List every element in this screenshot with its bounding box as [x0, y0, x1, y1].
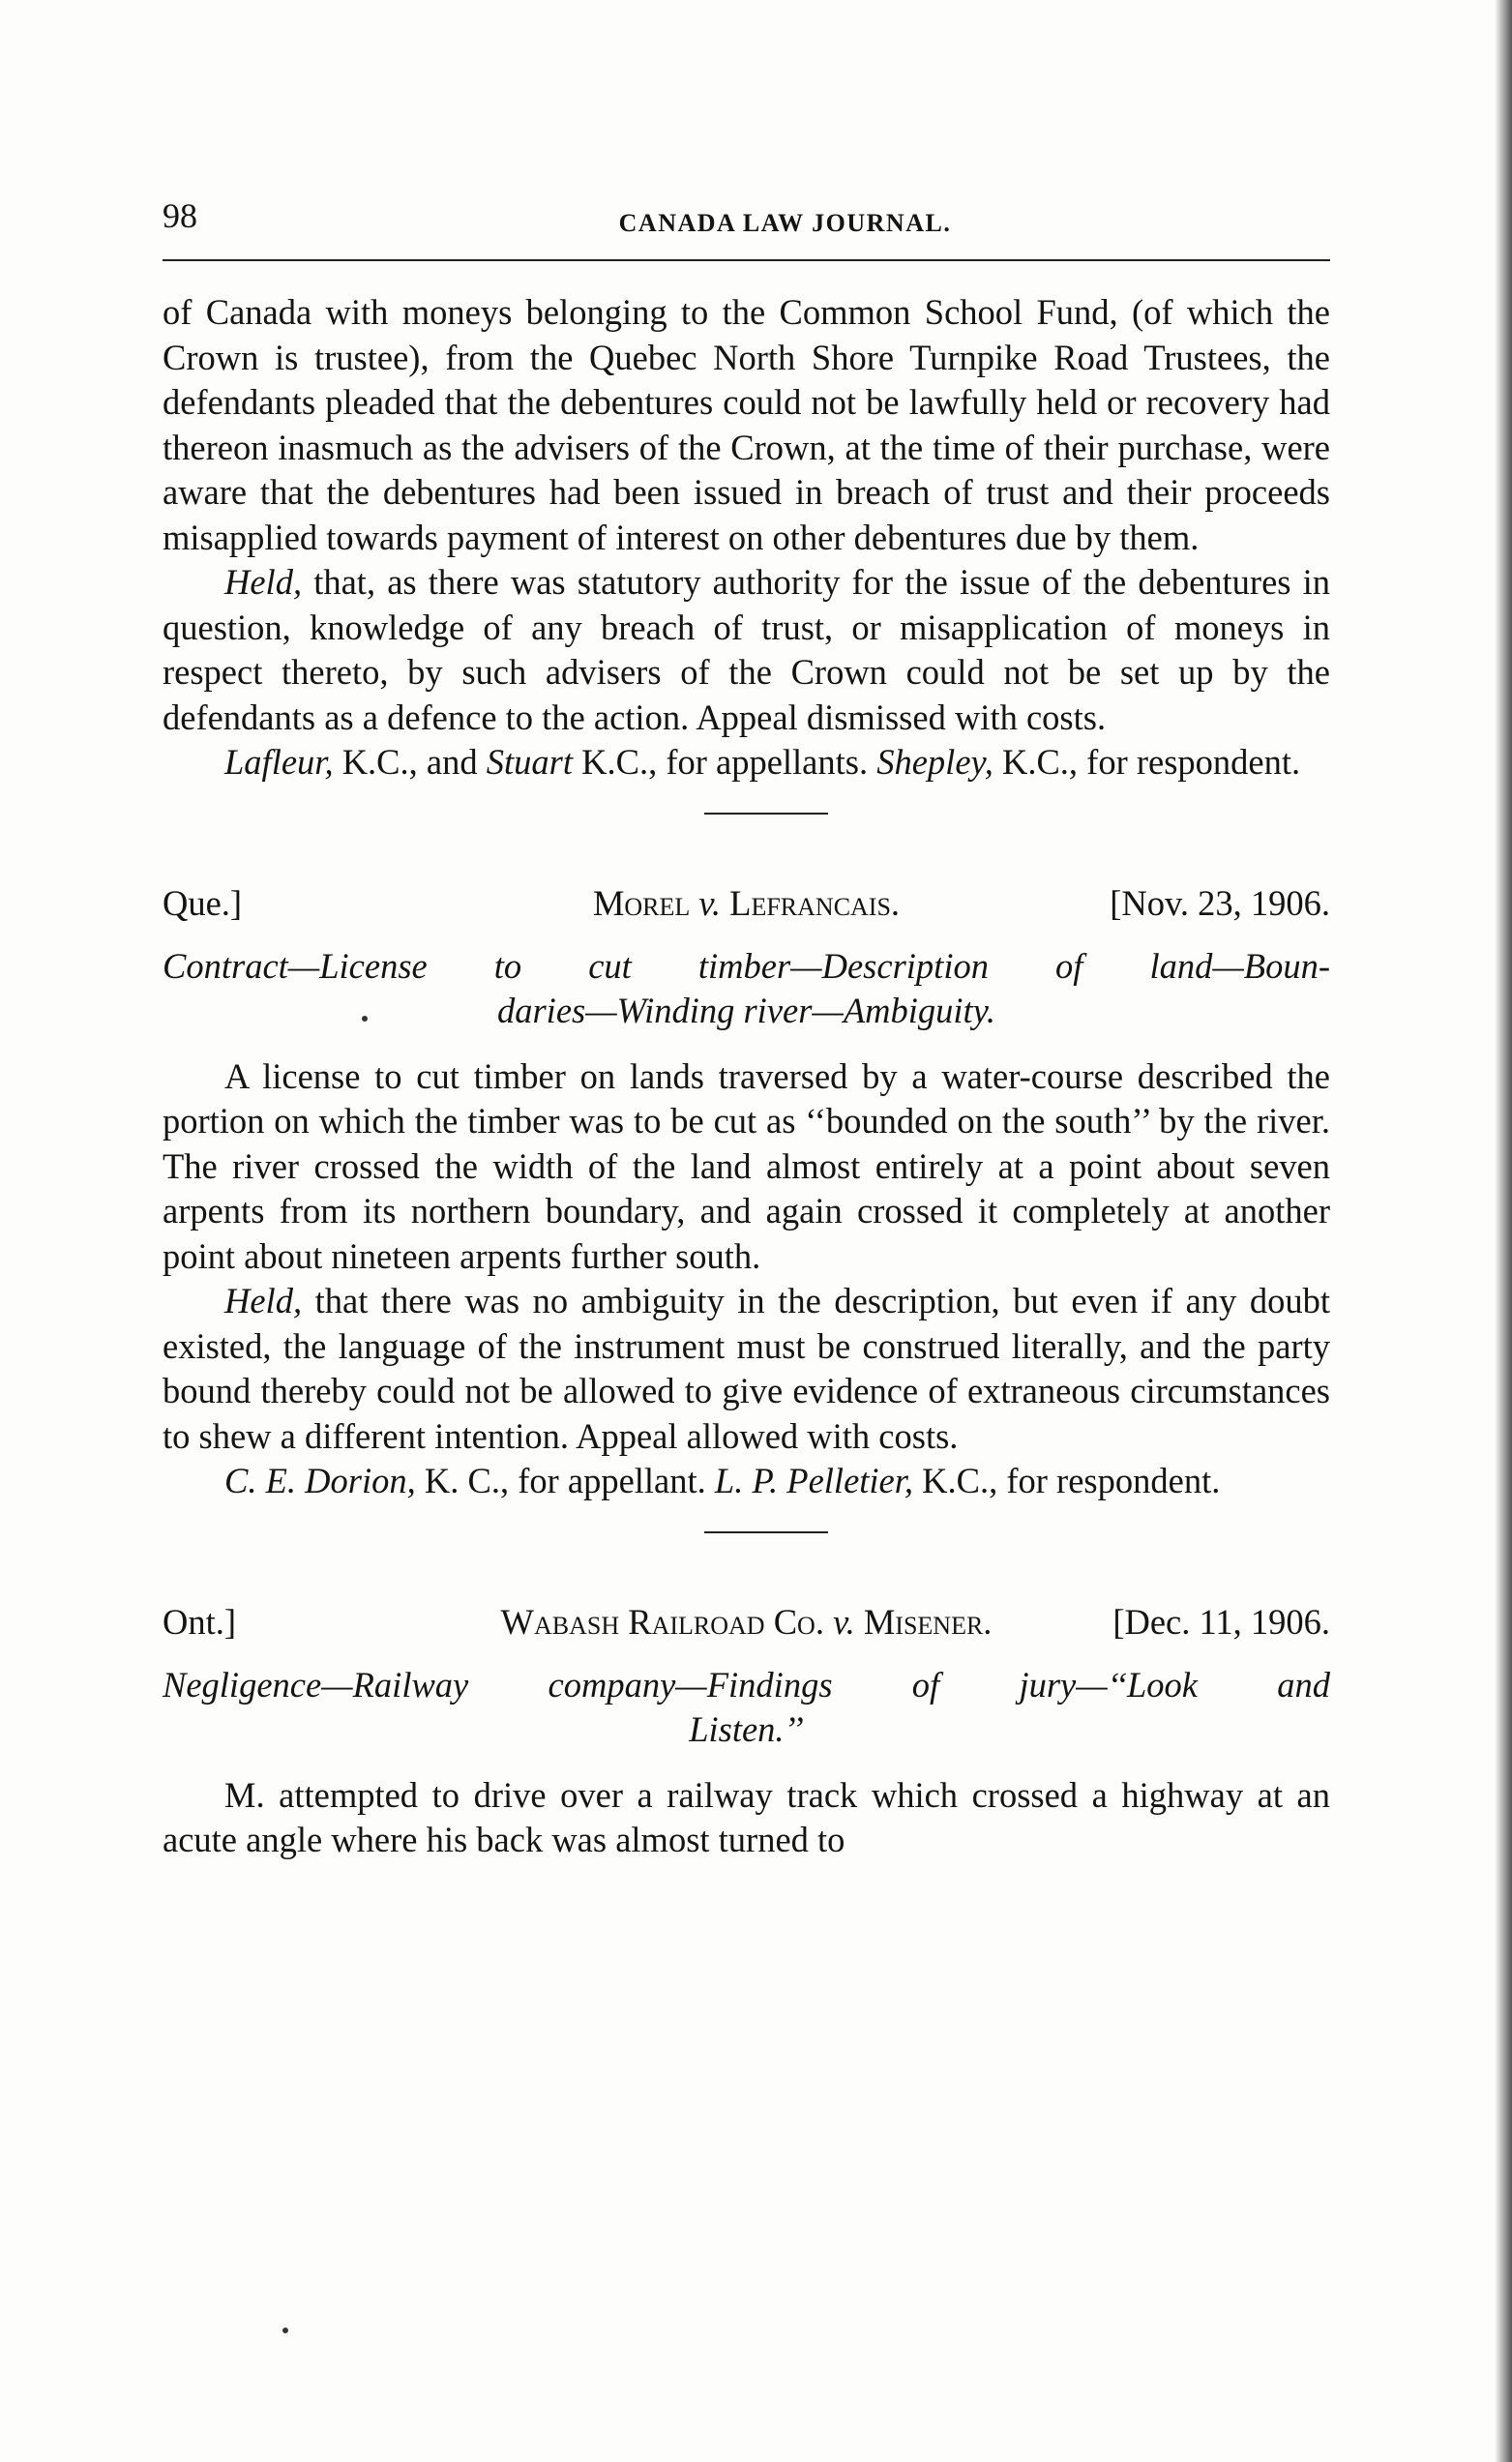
running-title: CANADA LAW JOURNAL. [618, 209, 952, 237]
header-rule [163, 259, 1330, 261]
case1-paragraph-2 [163, 560, 1330, 740]
journal-page [163, 184, 1330, 1863]
section-divider [704, 1531, 828, 1533]
counsel-text: K.C., for respondent. [913, 1461, 1221, 1500]
versus: v. [698, 882, 722, 923]
counsel-name: C. E. Dorion, [224, 1461, 416, 1500]
case3-paragraph-1: M. attempted to drive over a railway track which crossed a highway at an acute angle where his back was almost turned to [163, 1774, 1330, 1859]
case2-holding-text: that there was no ambiguity in the description, but even if any doubt existed, the language of the instrument must be construed literally, and the party bound thereby could not be allowed to give evidence of extraneous circumstances to shew a different intention. Appeal allowed with costs. [163, 1281, 1330, 1456]
section-divider [704, 813, 828, 815]
case3-heading [163, 1601, 1330, 1646]
case2-paragraph-1: A license to cut timber on lands traversed by a water-course described the portion on which the timber was to be cut as ‘‘bounded on the south’’ by the river. The river crossed the width of the land almost entirely at a point about seven arpents from its northern boundary, and again crossed it completely at another point about nineteen arpents further south. [163, 1055, 1330, 1276]
page-header [163, 184, 1330, 242]
case1-counsel [163, 740, 1330, 786]
headnote-line: daries—Winding river—Ambiguity. [496, 990, 996, 1030]
counsel-name: Lafleur, [224, 742, 334, 782]
case2-counsel [163, 1459, 1330, 1504]
case-party: Morel [592, 882, 699, 923]
counsel-text: K.C., and [333, 742, 487, 782]
case-party: Misener. [854, 1601, 993, 1642]
case-date: [Nov. 23, 1906. [1110, 882, 1330, 923]
case1-holding-text: that, as there was statutory authority for the issue of the debentures in question, knowledge of any breach of trust, or misapplication of moneys in respect thereto, by such advisers of the Crown could not be set up by the defendants as a defence to the action. Appeal dismissed with costs. [163, 562, 1330, 737]
counsel-name: Shepley, [876, 742, 993, 782]
headnote-line: Contract—License to cut timber—Description of land—Boun- [163, 945, 1330, 986]
case1-paragraph-1: of Canada with moneys belonging to the Common School Fund, (of which the Crown is trustee), from the Quebec North Shore Turnpike Road Trustees, the defendants pleaded that the debentures could not be lawfully held or recovery had thereon inasmuch as the advisers of the Crown, at the time of their purchase, were aware that the debentures had been issued in breach of trust and their proceeds misapplied towards payment of interest on other debentures due by them. [163, 292, 1330, 557]
case2-paragraph-2 [163, 1279, 1330, 1459]
case-province: Que.] [163, 882, 243, 923]
counsel-name: Stuart [486, 742, 573, 782]
counsel-text: K. C., for appellant. [415, 1461, 715, 1500]
case-party: Wabash Railroad Co. [500, 1601, 834, 1642]
versus: v. [833, 1601, 855, 1642]
held-label: Held, [224, 562, 303, 602]
ink-speck [282, 2328, 288, 2333]
counsel-text: K.C., for respondent. [993, 742, 1301, 782]
case2-headnote [163, 944, 1330, 1033]
page-number: 98 [163, 196, 197, 235]
headnote-line: Negligence—Railway company—Findings of jury—‘‘Look and [163, 1664, 1330, 1705]
headnote-line: Listen.’’ [689, 1708, 804, 1749]
case-date: [Dec. 11, 1906. [1112, 1601, 1330, 1642]
case3-headnote [163, 1663, 1330, 1752]
counsel-name: L. P. Pelletier, [714, 1461, 914, 1500]
held-label: Held, [224, 1281, 303, 1320]
case-party: Lefrancais. [721, 882, 901, 923]
case2-heading [163, 882, 1330, 927]
case-province: Ont.] [163, 1601, 237, 1642]
counsel-text: K.C., for appellants. [572, 742, 877, 782]
page-edge-shadow [1495, 0, 1512, 2462]
